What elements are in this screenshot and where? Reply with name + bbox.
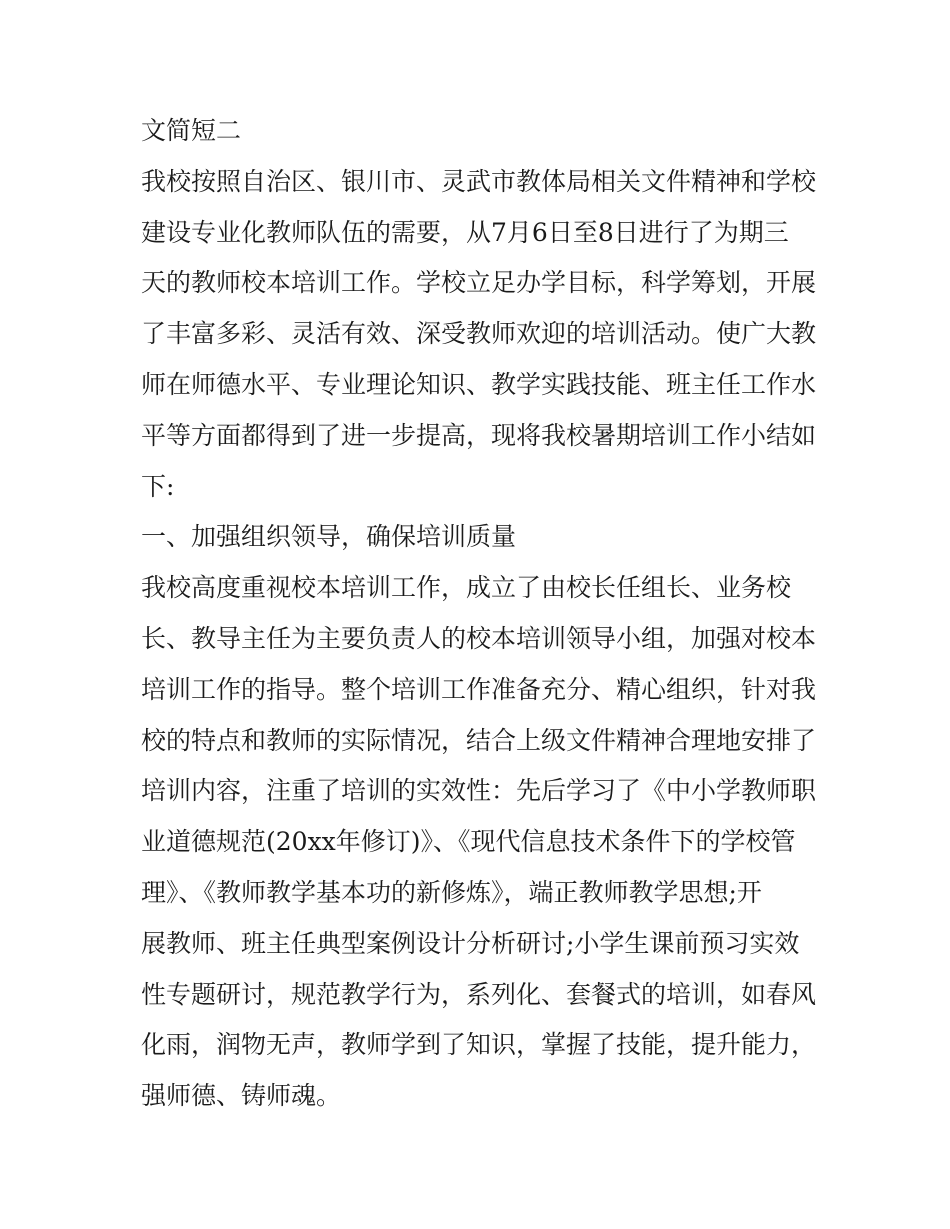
paragraph-line: 我校高度重视校本培训工作，成立了由校长任组长、业务校 <box>141 573 792 603</box>
paragraph-line: 培训工作的指导。整个培训工作准备充分、精心组织，针对我 <box>141 674 817 704</box>
paragraph-line: 强师德、铸师魂。 <box>141 1081 342 1111</box>
document-title-line: 文简短二 <box>141 116 242 145</box>
document-body <box>141 106 817 1122</box>
paragraph-line: 建设专业化教师队伍的需要，从7月6日至8日进行了为期三 <box>141 217 789 247</box>
paragraph-line: 长、教导主任为主要负责人的校本培训领导小组，加强对校本 <box>141 623 817 653</box>
paragraph-line: 天的教师校本培训工作。学校立足办学目标，科学筹划，开展 <box>141 268 817 298</box>
paragraph-line: 平等方面都得到了进一步提高，现将我校暑期培训工作小结如 <box>141 420 817 450</box>
section-heading: 一、加强组织领导，确保培训质量 <box>141 522 517 552</box>
paragraph-line: 性专题研讨，规范教学行为，系列化、套餐式的培训，如春风 <box>141 979 817 1009</box>
paragraph-line: 理》、《教师教学基本功的新修炼》，端正教师教学思想;开 <box>141 877 762 907</box>
paragraph-line: 我校按照自治区、银川市、灵武市教体局相关文件精神和学校 <box>141 166 817 196</box>
paragraph-line: 业道德规范(20xx年修订)》、《现代信息技术条件下的学校管 <box>141 827 796 857</box>
paragraph-line: 了丰富多彩、灵活有效、深受教师欢迎的培训活动。使广大教 <box>141 319 817 349</box>
paragraph-line: 校的特点和教师的实际情况，结合上级文件精神合理地安排了 <box>141 725 817 755</box>
paragraph-line: 培训内容，注重了培训的实效性：先后学习了《中小学教师职 <box>141 776 817 806</box>
paragraph-line: 化雨，润物无声，教师学到了知识，掌握了技能，提升能力， <box>141 1030 817 1060</box>
paragraph-line: 师在师德水平、专业理论知识、教学实践技能、班主任工作水 <box>141 369 817 399</box>
paragraph-line: 展教师、班主任典型案例设计分析研讨;小学生课前预习实效 <box>141 928 800 958</box>
paragraph-line: 下: <box>141 471 175 501</box>
